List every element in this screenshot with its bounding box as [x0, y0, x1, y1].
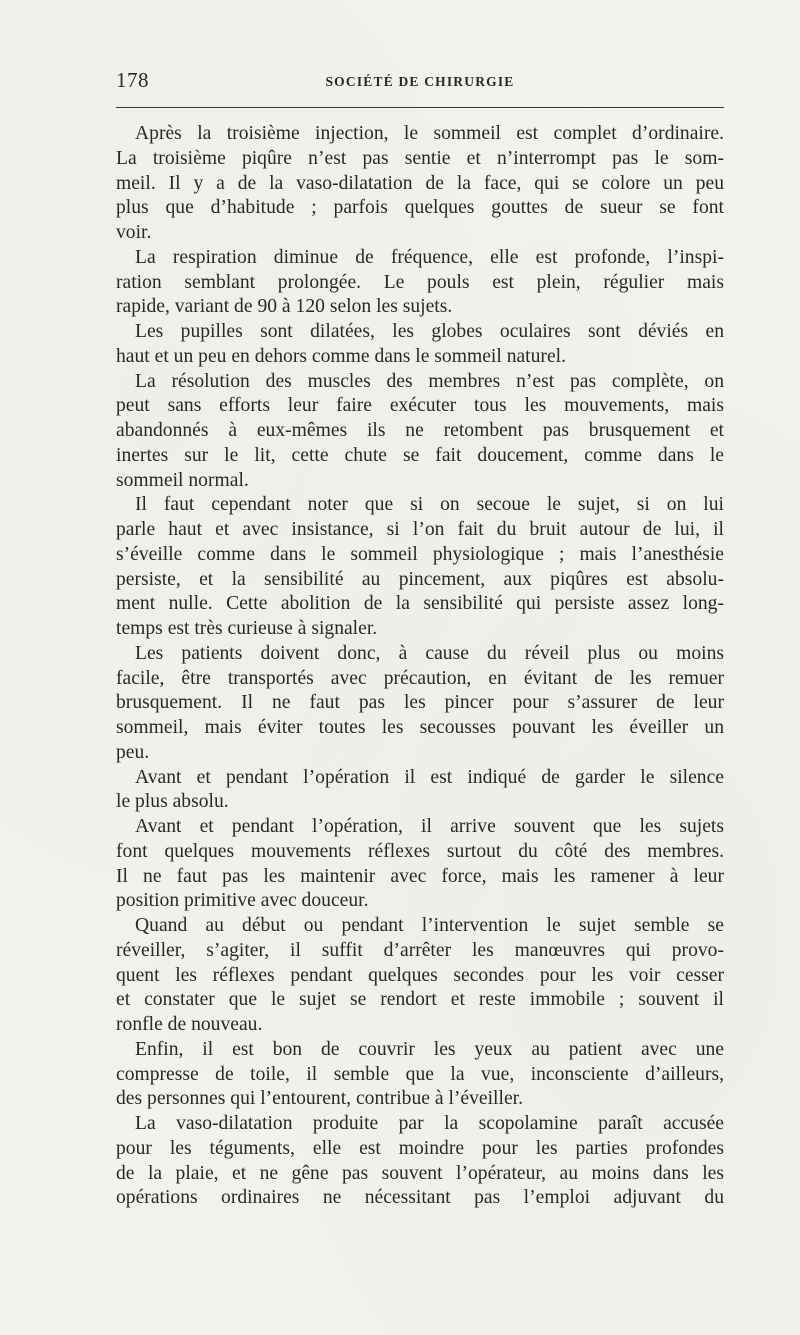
- text-line: sommeil, mais éviter toutes les secousses pouvant les éveiller un: [116, 717, 724, 738]
- text-line: haut et un peu en dehors comme dans le sommeil naturel.: [116, 345, 566, 367]
- text-line: persiste, et la sensibilité au pincement, aux piqûres est absolu-: [116, 568, 724, 590]
- text-line: position primitive avec douceur.: [116, 890, 369, 912]
- text-line: Les patients doivent donc, à cause du réveil plus ou moins: [135, 642, 724, 664]
- text-line: facile, être transportés avec précaution, en évitant de les remuer: [116, 667, 724, 689]
- text-line: réveiller, s’agiter, il suffit d’arrêter les manœuvres qui provo-: [116, 939, 724, 961]
- page-header: [116, 66, 724, 96]
- text-line: plus que d’habitude ; parfois quelques gouttes de sueur se font: [116, 197, 724, 219]
- text-line: ration semblant prolongée. Le pouls est plein, régulier mais: [116, 271, 724, 293]
- text-line: opérations ordinaires ne nécessitant pas l’emploi adjuvant du: [116, 1187, 724, 1209]
- text-line: de la plaie, et ne gêne pas souvent l’opérateur, au moins dans les: [116, 1162, 724, 1184]
- text-line: compresse de toile, il semble que la vue, inconsciente d’ailleurs,: [116, 1063, 724, 1085]
- body-text: [116, 122, 724, 1211]
- text-line: le plus absolu.: [116, 791, 229, 813]
- text-line: Avant et pendant l’opération, il arrive souvent que les sujets: [135, 816, 724, 837]
- text-line: temps est très curieuse à signaler.: [116, 618, 378, 639]
- text-line: Avant et pendant l’opération il est indiqué de garder le silence: [135, 766, 724, 788]
- text-line: Enfin, il est bon de couvrir les yeux au patient avec une: [135, 1038, 724, 1060]
- text-line: Les pupilles sont dilatées, les globes oculaires sont déviés en: [135, 321, 724, 342]
- text-line: brusquement. Il ne faut pas les pincer pour s’assurer de leur: [116, 692, 724, 714]
- running-title: SOCIÉTÉ DE CHIRURGIE: [325, 74, 515, 89]
- text-line: inertes sur le lit, cette chute se fait doucement, comme dans le: [116, 444, 724, 466]
- page-number: 178: [116, 68, 149, 92]
- text-line: ronfle de nouveau.: [116, 1014, 263, 1035]
- text-line: pour les téguments, elle est moindre pour les parties profondes: [116, 1137, 724, 1159]
- text-line: peut sans efforts leur faire exécuter tous les mouvements, mais: [116, 395, 724, 417]
- text-line: Quand au début ou pendant l’intervention le sujet semble se: [135, 915, 724, 936]
- text-line: font quelques mouvements réflexes surtout du côté des membres.: [116, 840, 724, 862]
- text-line: abandonnés à eux-mêmes ils ne retombent pas brusquement et: [116, 420, 724, 441]
- text-line: ment nulle. Cette abolition de la sensibilité qui persiste assez long-: [116, 593, 724, 615]
- text-line: des personnes qui l’entourent, contribue à l’éveiller.: [116, 1088, 523, 1110]
- text-line: La troisième piqûre n’est pas sentie et n’interrompt pas le som-: [116, 147, 724, 169]
- text-line: parle haut et avec insistance, si l’on fait du bruit autour de lui, il: [116, 519, 724, 540]
- header-rule: [116, 107, 724, 108]
- text-line: et constater que le sujet se rendort et reste immobile ; souvent il: [116, 989, 724, 1011]
- text-line: La vaso-dilatation produite par la scopolamine paraît accusée: [135, 1113, 724, 1134]
- text-line: s’éveille comme dans le sommeil physiologique ; mais l’anesthésie: [116, 543, 724, 565]
- text-line: Il faut cependant noter que si on secoue le sujet, si on lui: [135, 494, 724, 516]
- text-line: voir.: [116, 222, 152, 243]
- text-line: rapide, variant de 90 à 120 selon les sujets.: [116, 296, 453, 318]
- text-line: La respiration diminue de fréquence, elle est profonde, l’inspi-: [135, 246, 724, 268]
- text-line: Après la troisième injection, le sommeil est complet d’ordinaire.: [135, 123, 724, 144]
- text-line: Il ne faut pas les maintenir avec force, mais les ramener à leur: [116, 865, 724, 887]
- text-line: sommeil normal.: [116, 469, 249, 491]
- text-line: La résolution des muscles des membres n’est pas complète, on: [135, 370, 724, 392]
- text-line: quent les réflexes pendant quelques secondes pour les voir cesser: [116, 964, 724, 986]
- text-line: peu.: [116, 741, 150, 763]
- text-line: meil. Il y a de la vaso-dilatation de la face, qui se colore un peu: [116, 172, 724, 194]
